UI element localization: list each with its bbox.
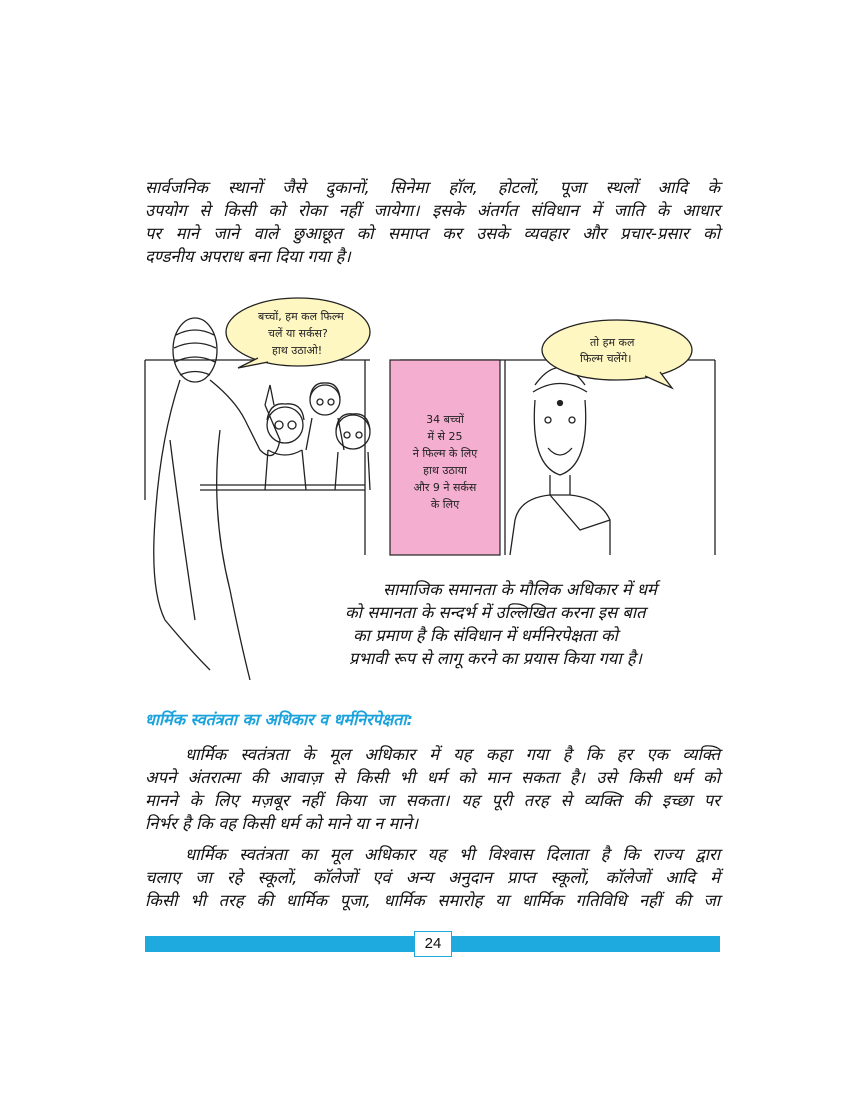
woman-bubble-line: तो हम कल bbox=[590, 336, 635, 349]
caption-line: को समानता के सन्दर्भ में उल्लिखित करना इस बात bbox=[345, 603, 646, 622]
text-line: सार्वजनिक स्थानों जैसे दुकानों, सिनेमा हॉल, होटलों, पूजा स्थलों आदि के bbox=[145, 178, 720, 197]
section-heading: धार्मिक स्वतंत्रता का अधिकार व धर्मनिरपेक्षता: bbox=[145, 710, 413, 729]
text-line: मानने के लिए मज़बूर नहीं किया जा सकता। यह पूरी तरह से व्यक्ति की इच्छा पर bbox=[145, 791, 720, 810]
count-box-line: 34 बच्चों bbox=[426, 413, 464, 426]
page-number: 24 bbox=[414, 931, 452, 957]
count-box-line: के लिए bbox=[430, 498, 460, 511]
teacher-bubble-line: चलें या सर्कस? bbox=[268, 327, 328, 340]
text-line: चलाए जा रहे स्कूलों, कॉलेजों एवं अन्य अनुदान प्राप्त स्कूलों, कॉलेजों आदि में bbox=[145, 868, 720, 887]
caption-line: प्रभावी रूप से लागू करने का प्रयास किया गया है। bbox=[349, 649, 642, 668]
text-line: धार्मिक स्वतंत्रता के मूल अधिकार में यह कहा गया है कि हर एक व्यक्ति bbox=[185, 745, 720, 764]
text-line: उपयोग से किसी को रोका नहीं जायेगा। इसके अंतर्गत संविधान में जाति के आधार bbox=[145, 201, 720, 220]
caption-line: सामाजिक समानता के मौलिक अधिकार में धर्म bbox=[383, 580, 657, 599]
count-box-line: हाथ उठाया bbox=[423, 464, 467, 477]
count-box-line: में से 25 bbox=[427, 430, 463, 443]
religious-freedom-paragraph bbox=[145, 743, 720, 835]
text-line: पर माने जाने वाले छुआछूत को समाप्त कर उसके व्यवहार और प्रचार-प्रसार को bbox=[145, 224, 720, 243]
teacher-bubble-line: बच्चों, हम कल फिल्म bbox=[258, 310, 344, 323]
state-schools-paragraph bbox=[145, 843, 720, 912]
text-line: अपने अंतरात्मा की आवाज़ से किसी भी धर्म को मान सकता है। उसे किसी धर्म को bbox=[145, 768, 720, 787]
count-box-line: ने फिल्म के लिए bbox=[412, 447, 478, 460]
intro-paragraph bbox=[145, 176, 720, 268]
woman-bubble-line: फिल्म चलेंगे। bbox=[580, 352, 632, 365]
count-box-line: और 9 ने सर्कस bbox=[413, 481, 477, 494]
text-line: दण्डनीय अपराध बना दिया गया है। bbox=[145, 247, 351, 266]
text-line: निर्भर है कि वह किसी धर्म को माने या न माने। bbox=[145, 814, 419, 833]
comic-caption bbox=[345, 578, 723, 670]
teacher-bubble-line: हाथ उठाओ! bbox=[272, 344, 323, 357]
text-line: किसी भी तरह की धार्मिक पूजा, धार्मिक समारोह या धार्मिक गतिविधि नहीं की जा bbox=[145, 891, 720, 910]
text-line: धार्मिक स्वतंत्रता का मूल अधिकार यह भी विश्वास दिलाता है कि राज्य द्वारा bbox=[185, 845, 720, 864]
caption-line: का प्रमाण है कि संविधान में धर्मनिरपेक्षता को bbox=[353, 626, 618, 645]
